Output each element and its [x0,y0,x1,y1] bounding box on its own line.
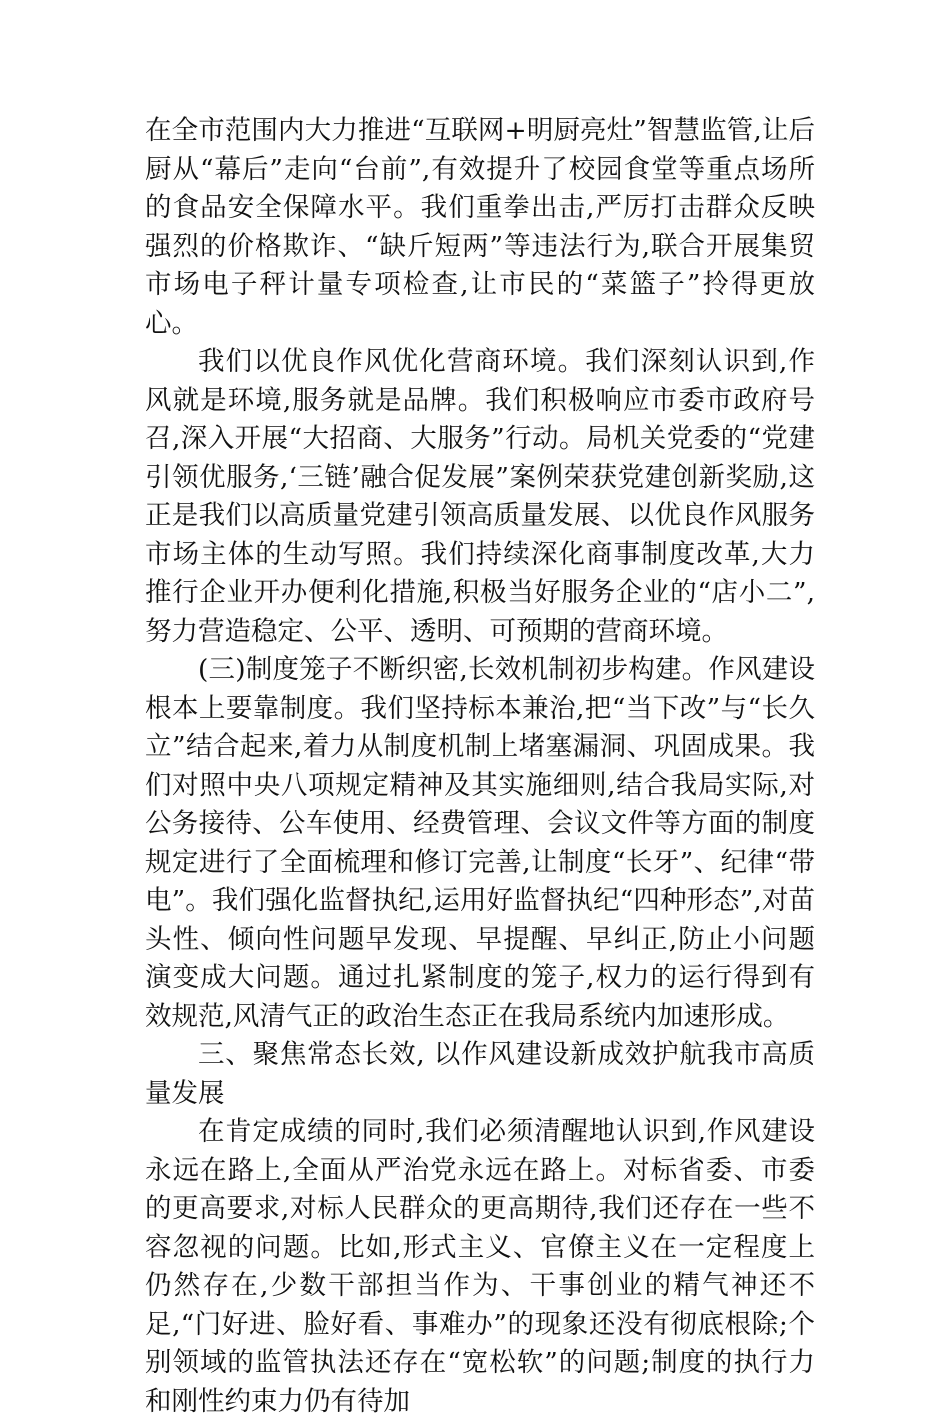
paragraph-food-safety: 在全市范围内大力推进“互联网+明厨亮灶”智慧监管,让后厨从“幕后”走向“台前”,有效提升了校园食堂等重点场所的食品安全保障水平。我们重拳出击,严厉打击群众反映强烈的价格欺诈、“缺斤短两”等违法行为,联合开展集贸市场电子秤计量专项检查,让市民的“菜篮子”拎得更放心。 [145,115,815,339]
paragraph-existing-problems: 在肯定成绩的同时,我们必须清醒地认识到,作风建设永远在路上,全面从严治党永远在路上。对标省委、市委的更高要求,对标人民群众的更高期待,我们还存在一些不容忽视的问题。比如,形式主义、官僚主义在一定程度上仍然存在,少数干部担当作为、干事创业的精气神还不足,“门好进、脸好看、事难办”的现象还没有彻底根除;个别领域的监管执法还存在“宽松软”的问题;制度的执行力和刚性约束力仍有待加 [145,1116,815,1417]
section-heading-three: 三、聚焦常态长效, 以作风建设新成效护航我市高质量发展 [145,1039,815,1109]
document-body [145,112,815,1421]
paragraph-institution-building: (三)制度笼子不断织密,长效机制初步构建。作风建设根本上要靠制度。我们坚持标本兼治,把“当下改”与“长久立”结合起来,着力从制度机制上堵塞漏洞、巩固成果。我们对照中央八项规定精神及其实施细则,结合我局实际,对公务接待、公车使用、经费管理、会议文件等方面的制度规定进行了全面梳理和修订完善,让制度“长牙”、纪律“带电”。我们强化监督执纪,运用好监督执纪“四种形态”,对苗头性、倾向性问题早发现、早提醒、早纠正,防止小问题演变成大问题。通过扎紧制度的笼子,权力的运行得到有效规范,风清气正的政治生态正在我局系统内加速形成。 [145,654,815,1032]
paragraph-business-environment: 我们以优良作风优化营商环境。我们深刻认识到,作风就是环境,服务就是品牌。我们积极响应市委市政府号召,深入开展“大招商、大服务”行动。局机关党委的“党建引领优服务,‘三链’融合促发展”案例荣获党建创新奖励,这正是我们以高质量党建引领高质量发展、以优良作风服务市场主体的生动写照。我们持续深化商事制度改革,大力推行企业开办便利化措施,积极当好服务企业的“店小二”,努力营造稳定、公平、透明、可预期的营商环境。 [145,346,815,647]
